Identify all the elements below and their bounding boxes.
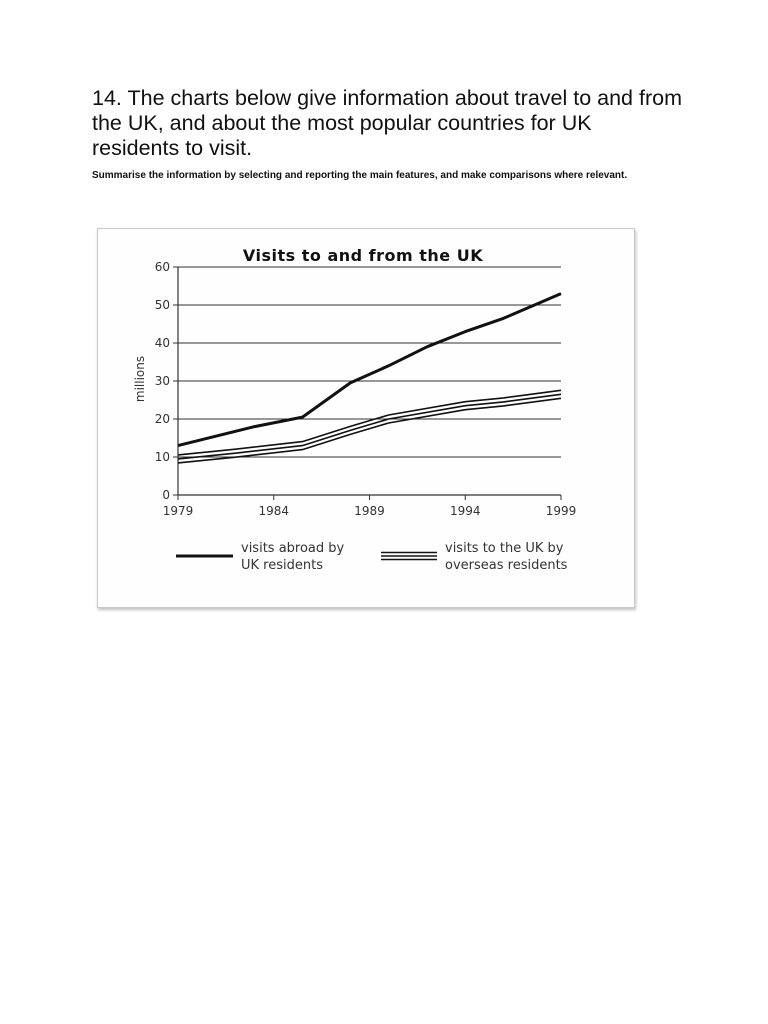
- question-text: 14. The charts below give information about travel to and from the UK, and about the most popular countries for UK residents to visit.: [92, 86, 682, 160]
- series-group: [178, 294, 561, 463]
- y-axis-title: millions: [133, 355, 147, 403]
- y-tick-label-60: 60: [154, 260, 170, 274]
- instruction-text: Summarise the information by selecting and reporting the main features, and make comparisons where relevant.: [92, 170, 628, 181]
- y-tick-label-0: 0: [162, 488, 170, 502]
- series-2-line-1: [178, 390, 561, 455]
- axes: [173, 267, 561, 500]
- chart-figure: [97, 228, 635, 608]
- y-tick-label-50: 50: [154, 298, 170, 312]
- x-tick-label-1994: 1994: [449, 504, 481, 518]
- chart-title: Visits to and from the UK: [242, 246, 484, 265]
- legend-label-1-line-2: UK residents: [241, 558, 323, 573]
- x-tick-label-1984: 1984: [258, 504, 290, 518]
- series-1-line: [178, 294, 561, 446]
- y-tick-label-30: 30: [154, 374, 170, 388]
- y-tick-label-40: 40: [154, 336, 170, 350]
- legend-label-2-line-1: visits to the UK by: [445, 541, 564, 556]
- x-tick-label-1999: 1999: [545, 504, 577, 518]
- legend-label-1-line-1: visits abroad by: [241, 541, 345, 556]
- tick-labels: [155, 260, 577, 518]
- legend: [176, 541, 568, 573]
- y-tick-label-10: 10: [154, 450, 170, 464]
- y-tick-label-20: 20: [154, 412, 170, 426]
- x-tick-label-1989: 1989: [354, 504, 385, 518]
- x-tick-label-1979: 1979: [162, 504, 194, 518]
- legend-label-2-line-2: overseas residents: [445, 558, 568, 573]
- line-chart-svg: [98, 229, 634, 607]
